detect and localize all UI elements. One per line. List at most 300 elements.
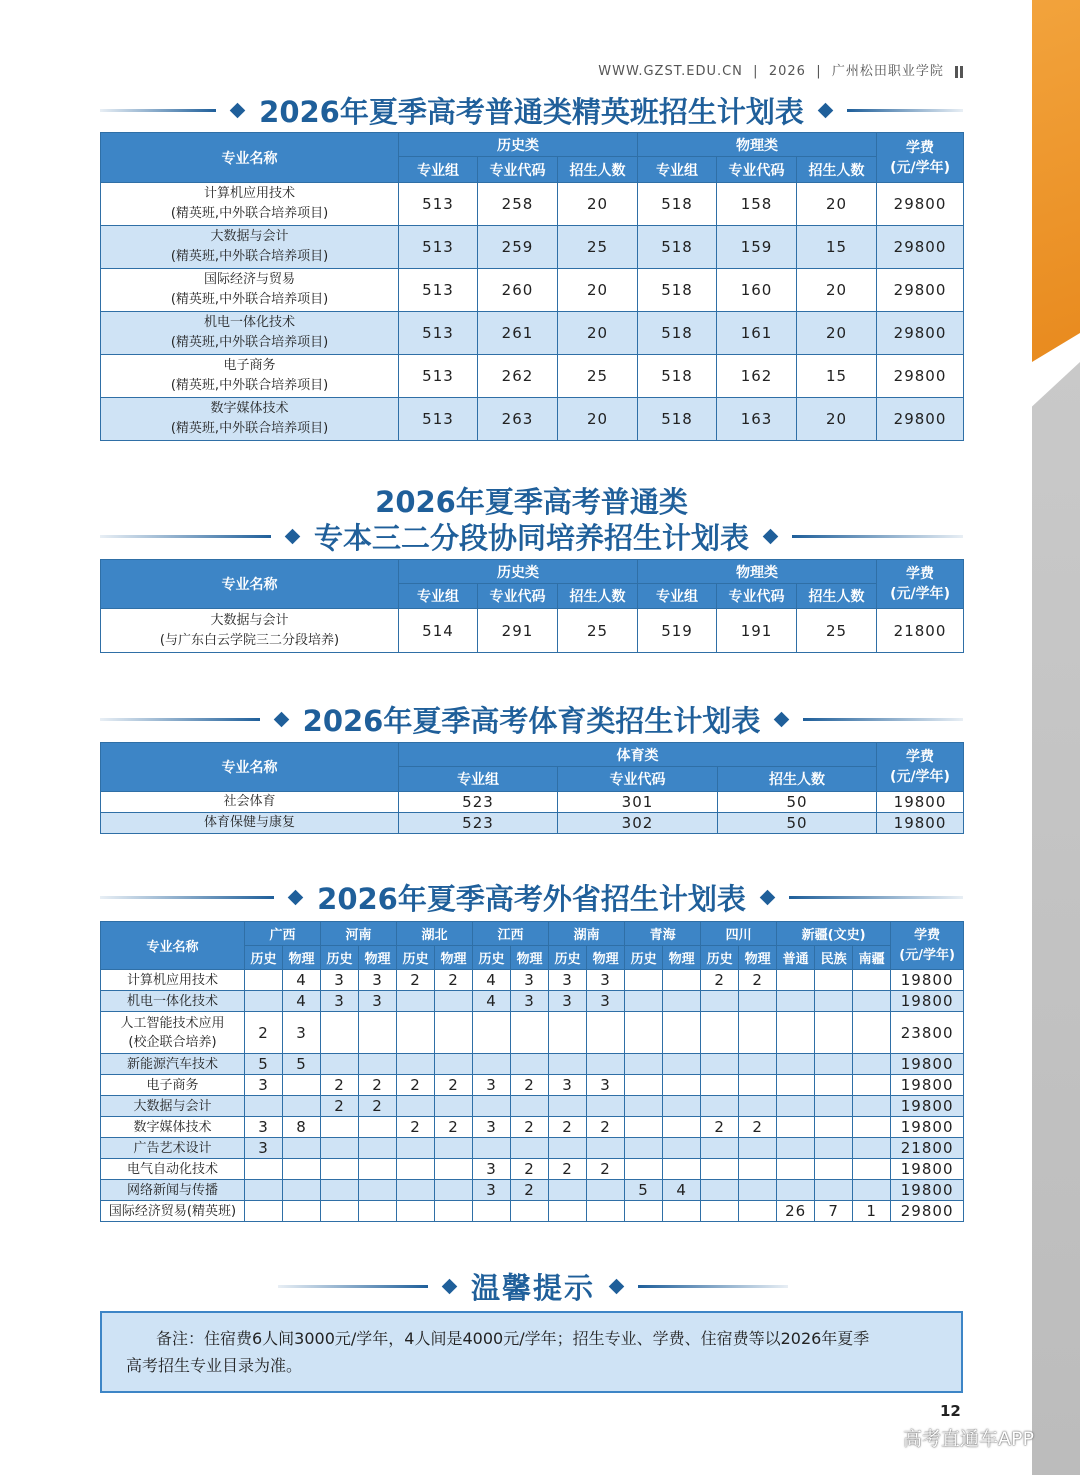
quota-cell: 2 <box>359 1096 397 1117</box>
major-name-cell: 人工智能技术应用 (校企联合培养) <box>101 1012 245 1054</box>
major-name-cell: 数字媒体技术 (精英班,中外联合培养项目) <box>101 398 399 441</box>
value-cell: 258 <box>478 183 558 226</box>
quota-cell <box>777 1054 815 1075</box>
quota-cell <box>739 1075 777 1096</box>
quota-cell <box>359 1180 397 1201</box>
quota-cell: 2 <box>549 1159 587 1180</box>
quota-cell <box>359 1201 397 1222</box>
major-name-cell: 数字媒体技术 <box>101 1117 245 1138</box>
quota-cell: 3 <box>473 1075 511 1096</box>
quota-cell: 3 <box>473 1180 511 1201</box>
quota-cell <box>473 1201 511 1222</box>
col-physics: 物理类 <box>638 133 877 157</box>
quota-cell <box>397 1012 435 1054</box>
header-school: 广州松田职业学院 <box>831 64 944 79</box>
quota-cell <box>739 1138 777 1159</box>
value-cell: 50 <box>718 792 877 813</box>
major-name-cell: 国际经济与贸易 (精英班,中外联合培养项目) <box>101 269 399 312</box>
quota-cell: 5 <box>625 1180 663 1201</box>
col-fee: 学费 (元/学年) <box>891 922 964 970</box>
quota-cell: 2 <box>511 1117 549 1138</box>
value-cell: 20 <box>558 183 638 226</box>
quota-cell <box>511 1138 549 1159</box>
quota-cell <box>625 991 663 1012</box>
quota-cell: 3 <box>473 1117 511 1138</box>
quota-cell: 4 <box>283 991 321 1012</box>
quota-cell: 3 <box>321 970 359 991</box>
quota-cell <box>321 1117 359 1138</box>
value-cell: 29800 <box>877 398 964 441</box>
quota-cell <box>549 1096 587 1117</box>
value-cell: 20 <box>797 183 877 226</box>
major-name-cell: 大数据与会计 <box>101 1096 245 1117</box>
quota-cell <box>511 1054 549 1075</box>
table-row <box>101 1096 964 1117</box>
quota-cell <box>283 1159 321 1180</box>
major-name-cell: 机电一体化技术 (精英班,中外联合培养项目) <box>101 312 399 355</box>
quota-cell: 2 <box>701 1117 739 1138</box>
value-cell: 162 <box>717 355 797 398</box>
province-header: 青海 <box>625 922 701 946</box>
quota-cell <box>321 1180 359 1201</box>
quota-cell <box>435 1180 473 1201</box>
page-header: WWW.GZST.EDU.CN | 2026 | 广州松田职业学院 <box>0 60 963 79</box>
quota-cell: 4 <box>283 970 321 991</box>
value-cell: 163 <box>717 398 797 441</box>
value-cell: 15 <box>797 355 877 398</box>
major-name-cell: 新能源汽车技术 <box>101 1054 245 1075</box>
fee-cell: 19800 <box>891 991 964 1012</box>
province-header: 四川 <box>701 922 777 946</box>
fee-cell: 19800 <box>891 1096 964 1117</box>
quota-cell <box>397 991 435 1012</box>
value-cell: 15 <box>797 226 877 269</box>
quota-cell <box>815 1180 853 1201</box>
fee-cell: 29800 <box>891 1201 964 1222</box>
value-cell: 20 <box>558 312 638 355</box>
quota-cell: 2 <box>701 970 739 991</box>
value-cell: 513 <box>399 226 478 269</box>
quota-cell <box>663 1075 701 1096</box>
quota-cell <box>321 1012 359 1054</box>
major-name-cell: 网络新闻与传播 <box>101 1180 245 1201</box>
major-name-cell: 大数据与会计 (精英班,中外联合培养项目) <box>101 226 399 269</box>
quota-cell: 3 <box>587 970 625 991</box>
quota-cell <box>359 1012 397 1054</box>
value-cell: 29800 <box>877 226 964 269</box>
quota-cell <box>815 1012 853 1054</box>
value-cell: 518 <box>638 312 717 355</box>
quota-cell <box>701 1012 739 1054</box>
quota-cell: 2 <box>321 1096 359 1117</box>
quota-cell: 2 <box>587 1117 625 1138</box>
quota-cell <box>777 1075 815 1096</box>
quota-cell <box>663 1096 701 1117</box>
quota-cell <box>473 1012 511 1054</box>
value-cell: 29800 <box>877 312 964 355</box>
quota-cell: 1 <box>853 1201 891 1222</box>
quota-cell <box>701 1075 739 1096</box>
quota-cell <box>321 1054 359 1075</box>
quota-cell <box>663 1201 701 1222</box>
quota-cell: 2 <box>549 1117 587 1138</box>
quota-cell <box>701 1159 739 1180</box>
value-cell: 25 <box>558 226 638 269</box>
province-header: 江西 <box>473 922 549 946</box>
col-fee: 学费 (元/学年) <box>877 133 964 183</box>
value-cell: 513 <box>399 183 478 226</box>
fee-cell: 21800 <box>891 1138 964 1159</box>
quota-cell <box>739 1180 777 1201</box>
province-header: 湖北 <box>397 922 473 946</box>
bars-icon <box>955 66 963 78</box>
quota-cell <box>853 1054 891 1075</box>
value-cell: 50 <box>718 813 877 834</box>
quota-cell <box>815 1054 853 1075</box>
quota-cell <box>853 1012 891 1054</box>
quota-cell <box>359 1159 397 1180</box>
quota-cell <box>701 1138 739 1159</box>
diamond-icon <box>230 102 246 118</box>
value-cell: 160 <box>717 269 797 312</box>
fee-cell: 19800 <box>891 1075 964 1096</box>
quota-cell: 2 <box>435 1075 473 1096</box>
value-cell: 513 <box>399 355 478 398</box>
quota-cell: 2 <box>739 1117 777 1138</box>
quota-cell <box>853 1180 891 1201</box>
quota-cell <box>473 1054 511 1075</box>
fee-cell: 19800 <box>891 1159 964 1180</box>
quota-cell <box>701 1201 739 1222</box>
province-header: 新疆(文史) <box>777 922 891 946</box>
quota-cell <box>815 1159 853 1180</box>
quota-cell: 2 <box>739 970 777 991</box>
quota-cell <box>663 970 701 991</box>
major-name-cell: 计算机应用技术 (精英班,中外联合培养项目) <box>101 183 399 226</box>
major-name-cell: 计算机应用技术 <box>101 970 245 991</box>
quota-cell <box>435 1159 473 1180</box>
value-cell: 29800 <box>877 269 964 312</box>
header-site: WWW.GZST.EDU.CN <box>598 64 743 79</box>
quota-cell <box>853 1096 891 1117</box>
value-cell: 161 <box>717 312 797 355</box>
value-cell: 20 <box>797 312 877 355</box>
quota-cell: 3 <box>245 1138 283 1159</box>
quota-cell <box>283 1201 321 1222</box>
province-header: 河南 <box>321 922 397 946</box>
watermark: 高考直通车APP <box>903 1428 1034 1450</box>
quota-cell: 2 <box>397 970 435 991</box>
major-name-cell: 机电一体化技术 <box>101 991 245 1012</box>
value-cell: 29800 <box>877 183 964 226</box>
fee-cell: 23800 <box>891 1012 964 1054</box>
quota-cell <box>549 1138 587 1159</box>
quota-cell <box>853 991 891 1012</box>
diamond-icon <box>285 528 301 544</box>
quota-cell <box>245 1096 283 1117</box>
table2-title-line1: 2026年夏季高考普通类 <box>375 484 688 519</box>
value-cell: 262 <box>478 355 558 398</box>
table-row <box>101 991 964 1012</box>
fee-cell: 19800 <box>891 1117 964 1138</box>
quota-cell <box>397 1159 435 1180</box>
quota-cell: 3 <box>587 991 625 1012</box>
value-cell: 513 <box>399 398 478 441</box>
col-history: 历史类 <box>399 133 638 157</box>
value-cell: 301 <box>558 792 718 813</box>
major-name-cell: 社会体育 <box>101 792 399 813</box>
quota-cell <box>359 1117 397 1138</box>
quota-cell <box>853 1075 891 1096</box>
elite-plan-table: 专业名称 历史类 物理类 学费 (元/学年) 专业组 专业代码 招生人数 专业组 专业代码 招生人数 计算机应用技术 (精英班,中外联合培养项目) 513 258 20 518 158 20 29800 大数据与会计 (精英班,中外联合培养项目) 513 259 25 518 159 15 29800 国际经济与贸易 (精英班,中外联合培养项目) 513 260 20 518 160 20 29800 机电一体化技术 (精英班,中外联合培养项目) 513 261 20 518 161 20 29800 电子商务 (精英班,中外联合培养项目) 513 262 25 518 162 15 29800 数字媒体技术 (精英班,中外联合培养项目) 513 263 20 518 163 20 29800 <box>100 132 964 441</box>
value-cell: 518 <box>638 183 717 226</box>
major-name-cell: 体育保健与康复 <box>101 813 399 834</box>
page-number: 12 <box>940 1402 961 1420</box>
quota-cell: 2 <box>511 1159 549 1180</box>
quota-cell <box>815 970 853 991</box>
table2-title-line2: 专本三二分段协同培养招生计划表 <box>100 516 963 556</box>
quota-cell <box>587 1180 625 1201</box>
diamond-icon <box>774 711 790 727</box>
decorative-gray-stripe <box>1032 362 1080 1475</box>
quota-cell <box>777 1012 815 1054</box>
quota-cell: 5 <box>245 1054 283 1075</box>
table-row <box>101 183 964 226</box>
province-header: 湖南 <box>549 922 625 946</box>
quota-cell <box>777 1117 815 1138</box>
quota-cell <box>853 1117 891 1138</box>
table-row <box>101 1159 964 1180</box>
quota-cell <box>777 1138 815 1159</box>
quota-cell <box>777 970 815 991</box>
quota-cell: 3 <box>359 991 397 1012</box>
quota-cell: 2 <box>511 1180 549 1201</box>
quota-cell <box>359 1054 397 1075</box>
quota-cell <box>739 1096 777 1117</box>
value-cell: 518 <box>638 355 717 398</box>
quota-cell <box>739 991 777 1012</box>
table-row <box>101 1201 964 1222</box>
quota-cell <box>739 1159 777 1180</box>
quota-cell <box>701 991 739 1012</box>
quota-cell: 3 <box>587 1075 625 1096</box>
header-year: 2026 <box>768 64 806 79</box>
quota-cell <box>739 1201 777 1222</box>
table-row <box>101 355 964 398</box>
quota-cell: 4 <box>663 1180 701 1201</box>
value-cell: 20 <box>558 398 638 441</box>
quota-cell: 3 <box>511 991 549 1012</box>
diamond-icon <box>760 889 776 905</box>
major-name-cell: 电气自动化技术 <box>101 1159 245 1180</box>
quota-cell <box>359 1138 397 1159</box>
province-header: 广西 <box>245 922 321 946</box>
quota-cell <box>397 1054 435 1075</box>
quota-cell: 4 <box>473 970 511 991</box>
value-cell: 263 <box>478 398 558 441</box>
quota-cell <box>283 1138 321 1159</box>
quota-cell <box>245 1201 283 1222</box>
quota-cell <box>663 1054 701 1075</box>
quota-cell: 2 <box>587 1159 625 1180</box>
table-row <box>101 970 964 991</box>
quota-cell <box>283 1096 321 1117</box>
quota-cell: 2 <box>435 1117 473 1138</box>
quota-cell <box>473 1096 511 1117</box>
value-cell: 158 <box>717 183 797 226</box>
table-row <box>101 1075 964 1096</box>
value-cell: 159 <box>717 226 797 269</box>
quota-cell <box>739 1054 777 1075</box>
diamond-icon <box>288 889 304 905</box>
quota-cell <box>397 1138 435 1159</box>
quota-cell <box>587 1012 625 1054</box>
quota-cell <box>321 1201 359 1222</box>
table4-title: 2026年夏季高考外省招生计划表 <box>100 877 963 917</box>
value-cell: 260 <box>478 269 558 312</box>
quota-cell <box>625 1159 663 1180</box>
table-row <box>101 1180 964 1201</box>
quota-cell: 5 <box>283 1054 321 1075</box>
diamond-icon <box>442 1278 458 1294</box>
diamond-icon <box>273 711 289 727</box>
quota-cell <box>587 1138 625 1159</box>
quota-cell <box>283 1180 321 1201</box>
value-cell: 19800 <box>877 813 964 834</box>
quota-cell <box>663 1012 701 1054</box>
quota-cell <box>321 1159 359 1180</box>
quota-cell <box>473 1138 511 1159</box>
quota-cell <box>435 1201 473 1222</box>
value-cell: 20 <box>797 398 877 441</box>
quota-cell: 3 <box>245 1117 283 1138</box>
major-name-cell: 电子商务 (精英班,中外联合培养项目) <box>101 355 399 398</box>
quota-cell <box>777 1096 815 1117</box>
quota-cell: 2 <box>245 1012 283 1054</box>
diamond-icon <box>818 102 834 118</box>
quota-cell <box>815 1096 853 1117</box>
quota-cell <box>435 1096 473 1117</box>
value-cell: 523 <box>399 813 558 834</box>
value-cell: 513 <box>399 269 478 312</box>
quota-cell <box>587 1201 625 1222</box>
value-cell: 261 <box>478 312 558 355</box>
quota-cell <box>245 1180 283 1201</box>
table-row <box>101 312 964 355</box>
quota-cell: 3 <box>549 1075 587 1096</box>
quota-cell <box>511 1201 549 1222</box>
quota-cell <box>283 1075 321 1096</box>
quota-cell <box>625 1201 663 1222</box>
value-cell: 20 <box>558 269 638 312</box>
fee-cell: 19800 <box>891 1054 964 1075</box>
quota-cell <box>701 1054 739 1075</box>
quota-cell <box>853 1138 891 1159</box>
quota-cell <box>815 991 853 1012</box>
quota-cell <box>549 1201 587 1222</box>
quota-cell <box>435 991 473 1012</box>
fee-cell: 19800 <box>891 1180 964 1201</box>
quota-cell <box>435 1138 473 1159</box>
tips-title: 温馨提示 <box>278 1264 788 1308</box>
quota-cell: 26 <box>777 1201 815 1222</box>
out-of-province-plan-table: 专业名称 广西 河南 湖北 江西 湖南 青海 四川 新疆(文史) 学费 (元/学年) 历史 物理 历史 物理 历史 物理 历史 物理 历史 物理 历史 物理 历史 物理 普通 民族 南疆 计算机应用技术 4 3 3 2 2 4 3 3 3 2 2 19800 机电一体化技术 4 3 3 4 3 3 3 19800 人工智能技术应用 (校企联合培养) 2 3 23800 新能源汽车技术 5 5 19800 电子商务 3 2 2 2 2 3 2 3 3 19800 大数据与会计 2 2 19800 数字媒体技术 3 8 2 2 3 2 2 2 2 2 19800 广告艺术设计 3 21800 电气自动化技术 3 2 2 2 19800 网络新闻与传播 3 2 5 4 19800 国际经济贸易(精英班) 26 7 1 29800 <box>100 921 964 1222</box>
col-major-name: 专业名称 <box>101 133 399 183</box>
table3-title: 2026年夏季高考体育类招生计划表 <box>100 699 963 739</box>
value-cell: 518 <box>638 269 717 312</box>
sports-plan-table: 专业名称 体育类 学费 (元/学年) 专业组 专业代码 招生人数 社会体育 523 301 50 19800 体育保健与康复 523 302 50 19800 <box>100 742 964 834</box>
quota-cell <box>397 1201 435 1222</box>
table-row <box>101 269 964 312</box>
quota-cell <box>739 1012 777 1054</box>
fee-cell: 19800 <box>891 970 964 991</box>
quota-cell <box>663 1117 701 1138</box>
quota-cell <box>549 1180 587 1201</box>
table-row <box>101 1138 964 1159</box>
value-cell: 259 <box>478 226 558 269</box>
quota-cell: 3 <box>321 991 359 1012</box>
quota-cell <box>625 1117 663 1138</box>
decorative-orange-stripe <box>1032 0 1080 362</box>
segmented-plan-table: 专业名称 历史类 物理类 学费 (元/学年) 专业组 专业代码 招生人数 专业组 专业代码 招生人数 大数据与会计 (与广东白云学院三二分段培养) 514 291 25 519 191 25 21800 <box>100 559 964 653</box>
quota-cell <box>549 1012 587 1054</box>
table1-title: 2026年夏季高考普通类精英班招生计划表 <box>100 88 963 132</box>
quota-cell: 2 <box>397 1117 435 1138</box>
major-name-cell: 广告艺术设计 <box>101 1138 245 1159</box>
value-cell: 518 <box>638 398 717 441</box>
quota-cell <box>777 1159 815 1180</box>
value-cell: 25 <box>558 355 638 398</box>
quota-cell <box>625 1012 663 1054</box>
quota-cell: 2 <box>359 1075 397 1096</box>
quota-cell <box>663 1138 701 1159</box>
quota-cell <box>625 1054 663 1075</box>
diamond-icon <box>763 528 779 544</box>
quota-cell <box>663 991 701 1012</box>
quota-cell <box>815 1075 853 1096</box>
quota-cell <box>625 970 663 991</box>
quota-cell <box>511 1012 549 1054</box>
quota-cell <box>701 1096 739 1117</box>
quota-cell <box>853 970 891 991</box>
quota-cell <box>435 1012 473 1054</box>
quota-cell: 3 <box>473 1159 511 1180</box>
diamond-icon <box>609 1278 625 1294</box>
value-cell: 20 <box>797 269 877 312</box>
quota-cell <box>587 1054 625 1075</box>
value-cell: 29800 <box>877 355 964 398</box>
quota-cell <box>245 970 283 991</box>
value-cell: 518 <box>638 226 717 269</box>
quota-cell: 3 <box>283 1012 321 1054</box>
table-row: 大数据与会计 (与广东白云学院三二分段培养) 514 291 25 519 191 25 21800 <box>101 609 964 653</box>
quota-cell <box>777 1180 815 1201</box>
quota-cell <box>321 1138 359 1159</box>
value-cell: 19800 <box>877 792 964 813</box>
quota-cell <box>245 1159 283 1180</box>
major-name-cell: 国际经济贸易(精英班) <box>101 1201 245 1222</box>
value-cell: 513 <box>399 312 478 355</box>
quota-cell <box>777 991 815 1012</box>
quota-cell: 3 <box>359 970 397 991</box>
quota-cell <box>587 1096 625 1117</box>
table-row <box>101 1012 964 1054</box>
table-row <box>101 226 964 269</box>
quota-cell <box>815 1117 853 1138</box>
table-row <box>101 1054 964 1075</box>
major-name-cell: 电子商务 <box>101 1075 245 1096</box>
quota-cell: 3 <box>245 1075 283 1096</box>
